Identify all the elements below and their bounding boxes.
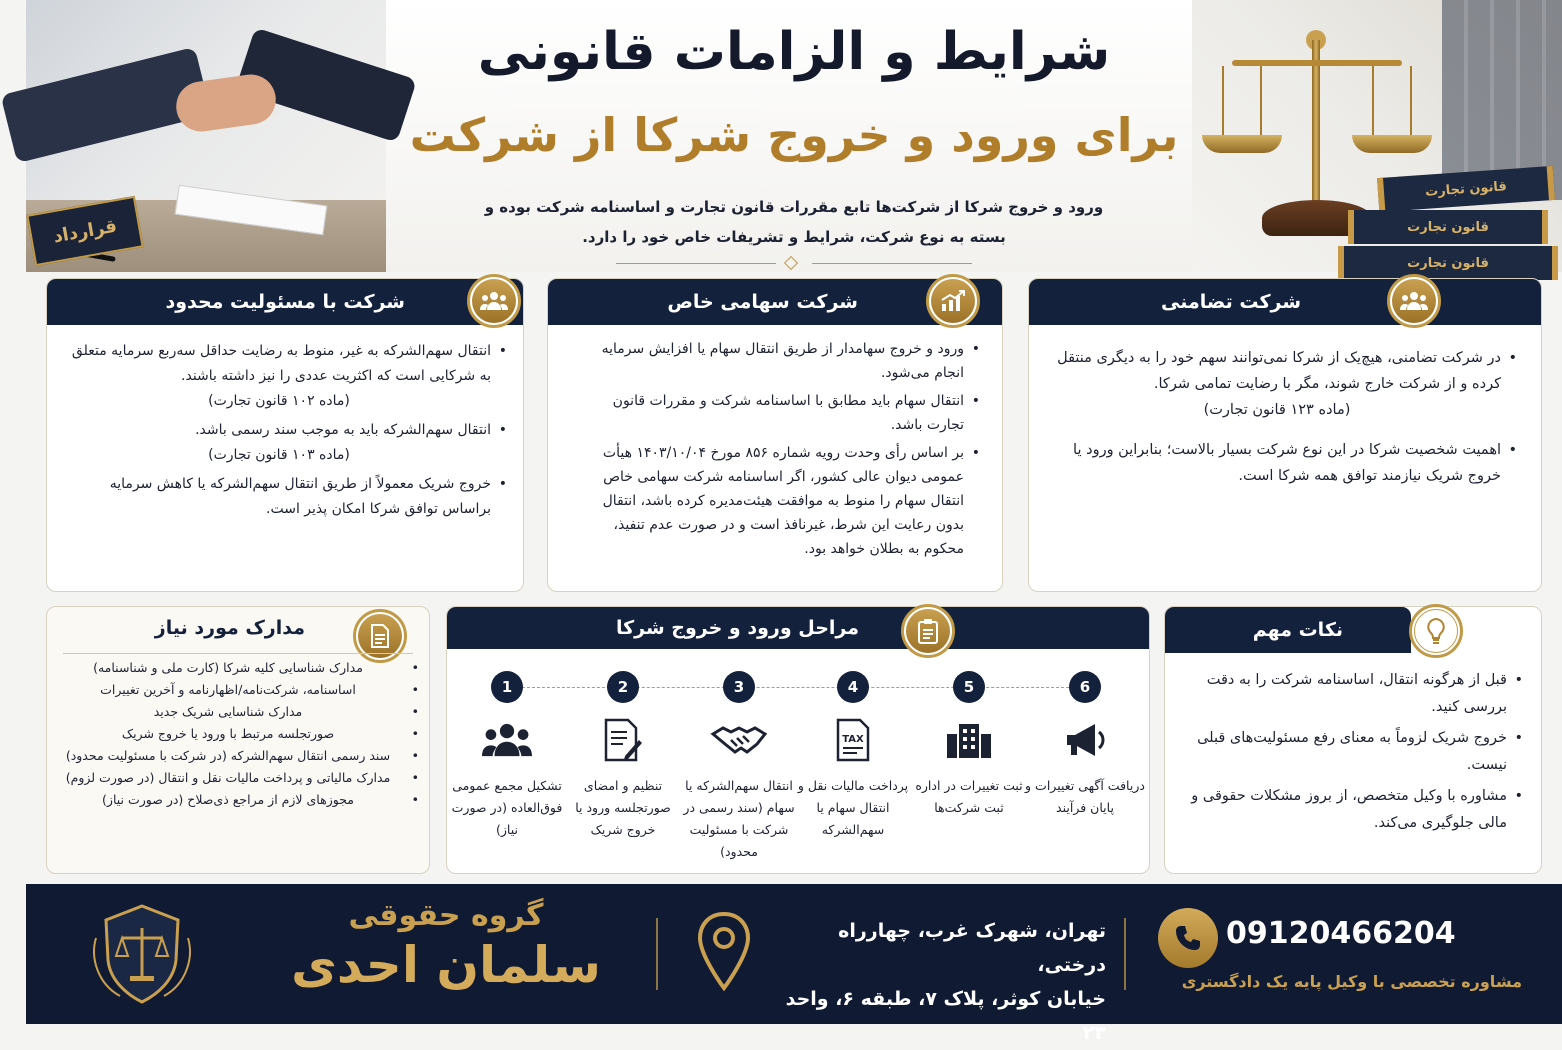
step-5: 5 ثبت تغییرات در اداره ثبت شرکت‌ها [907,671,1031,819]
document-sign-icon [598,715,648,765]
growth-chart-icon [926,274,980,328]
list-item: • قبل از هرگونه انتقال، اساسنامه شرکت را به دقت بررسی کنید. [1183,667,1523,721]
handshake-icon [714,715,764,765]
step-3: 3 انتقال سهم‌الشرکه یا سهام (سند رسمی در شرکت با مسئولیت محدود) [675,671,803,863]
law-book: قانون تجارت [1348,210,1548,244]
card-important-notes [1164,606,1542,874]
list-item: • صورتجلسه مرتبط با ورود یا خروج شریک [53,723,419,745]
brand-tagline: گروه حقوقی [348,898,544,933]
card-title: مراحل ورود و خروج شرکا [615,617,859,639]
intro-text: ورود و خروج شرکا از شرکت‌ها تابع مقررات قانون تجارت و اساسنامه شرکت بوده و بسته به نوع شرکت، شرایط و تشریفات خاص خود را دارد. [484,198,1104,246]
list-item: • اهمیت شخصیت شرکا در این نوع شرکت بسیار بالاست؛ بنابراین ورود یا خروج شریک نیازمند توافق همه شرکا است. [1053,437,1517,489]
card-title: مدارک مورد نیاز [154,617,305,639]
card-steps [446,606,1150,874]
card-title: نکات مهم [1252,619,1343,641]
clipboard-icon [901,604,955,658]
contract-plate: قرارداد [26,196,143,266]
law-book: قانون تجارت [1338,246,1558,280]
building-icon [944,715,994,765]
step-1: 1 تشکیل مجمع عمومی فوق‌العاده (در صورت نیاز) [445,671,569,841]
sahami-list [576,337,980,565]
list-item: • انتقال سهام باید مطابق با اساسنامه شرکت و مقررات قانون تجارت باشد. [576,389,980,437]
list-item: • خروج شریک لزوماً به معنای رفع مسئولیت‌های قبلی نیست. [1183,725,1523,779]
documents-list [53,657,419,811]
card-tazamoni [1028,278,1542,592]
card-documents [46,606,430,874]
phone-icon[interactable] [1158,908,1218,968]
notes-list [1183,667,1523,841]
group-icon [1387,274,1441,328]
ornament-divider [616,258,972,268]
card-title: شرکت تضامنی [1160,291,1301,313]
list-item: • ورود و خروج سهامدار از طریق انتقال سهام یا افزایش سرمایه انجام می‌شود. [576,337,980,385]
tax-document-icon [828,715,878,765]
page-subtitle: برای ورود و خروج شرکا از شرکت [409,108,1179,162]
scales-shield-icon [86,898,198,1010]
list-item: • مشاوره با وکیل متخصص، از بروز مشکلات حقوقی و مالی جلوگیری می‌کند. [1183,783,1523,837]
law-book: قانون تجارت [1377,166,1555,212]
list-item: • مدارک شناسایی کلیه شرکا (کارت ملی و شناسنامه) [53,657,419,679]
mahdood-list [67,339,507,526]
brand-name: سلمان احدی [291,936,601,994]
justice-scale-photo [1192,0,1562,272]
step-4: 4 TAX پرداخت مالیات نقل و انتقال سهام یا سهم‌الشرکه [791,671,915,841]
step-2: 2 تنظیم و امضای صورتجلسه ورود یا خروج شریک [561,671,685,841]
consultation-tagline: مشاوره تخصصی با وکیل پایه یک دادگستری [1181,972,1522,991]
list-item: • سند رسمی انتقال سهم‌الشرکه (در شرکت با مسئولیت محدود) [53,745,419,767]
list-item: • انتقال سهم‌الشرکه باید به موجب سند رسمی باشد. (ماده ۱۰۳ قانون تجارت) [67,418,507,468]
card-mahdood [46,278,524,592]
svg-text:TAX: TAX [842,734,864,745]
group-icon [467,274,521,328]
address: تهران، شهرک غرب، چهارراه درختی، خیابان کوثر، پلاک ۷، طبقه ۶، واحد ۲۳ [785,920,1106,1044]
list-item: • مجوزهای لازم از مراجع ذی‌صلاح (در صورت نیاز) [53,789,419,811]
hero-header [26,0,1562,272]
page-title: شرایط و الزامات قانونی [477,22,1111,82]
footer [26,884,1562,1044]
list-item: • انتقال سهم‌الشرکه به غیر، منوط به رضایت حداقل سه‌ربع سرمایه متعلق به شرکایی است که اکثریت عددی را نیز داشته باشند. (ماده ۱۰۲ قانون تجارت) [67,339,507,414]
tazamoni-list [1053,345,1517,493]
phone-number[interactable]: 09120466204 [1226,916,1456,951]
list-item: • اساسنامه، شرکت‌نامه/اظهارنامه و آخرین تغییرات [53,679,419,701]
list-item: • خروج شریک معمولاً از طریق انتقال سهم‌الشرکه یا کاهش سرمایه براساس توافق شرکا امکان پذیر است. [67,472,507,522]
card-title: شرکت سهامی خاص [667,291,858,313]
list-item: • مدارک شناسایی شریک جدید [53,701,419,723]
list-item: • در شرکت تضامنی، هیچ‌یک از شرکا نمی‌توانند سهم خود را به دیگری منتقل کرده و از شرکت خارج شوند، مگر با رضایت تمامی شرکا. (ماده ۱۲۳ قانون تجارت) [1053,345,1517,423]
list-item: • مدارک مالیاتی و پرداخت مالیات نقل و انتقال (در صورت لزوم) [53,767,419,789]
handshake-photo [26,0,386,272]
card-title: شرکت با مسئولیت محدود [165,291,405,313]
location-pin-icon [694,910,754,994]
list-item: • بر اساس رأی وحدت رویه شماره ۸۵۶ مورخ ۱۴۰۳/۱۰/۰۴ هیأت عمومی دیوان عالی کشور، اگر اساسنامه شرکت سهامی خاص انتقال سهام را منوط به موافقت هیئت‌مدیره کرده باشد، انتقال بدون رعایت این شرط، غیرنافذ است و در صورت عدم تنفیذ، محکوم به بطلان خواهد بود. [576,441,980,561]
megaphone-icon [1060,715,1110,765]
lightbulb-icon [1409,604,1463,658]
group-icon [482,715,532,765]
document-icon [353,609,407,663]
card-sahami-khas [547,278,1003,592]
step-6: 6 دریافت آگهی تغییرات و پایان فرآیند [1023,671,1147,819]
